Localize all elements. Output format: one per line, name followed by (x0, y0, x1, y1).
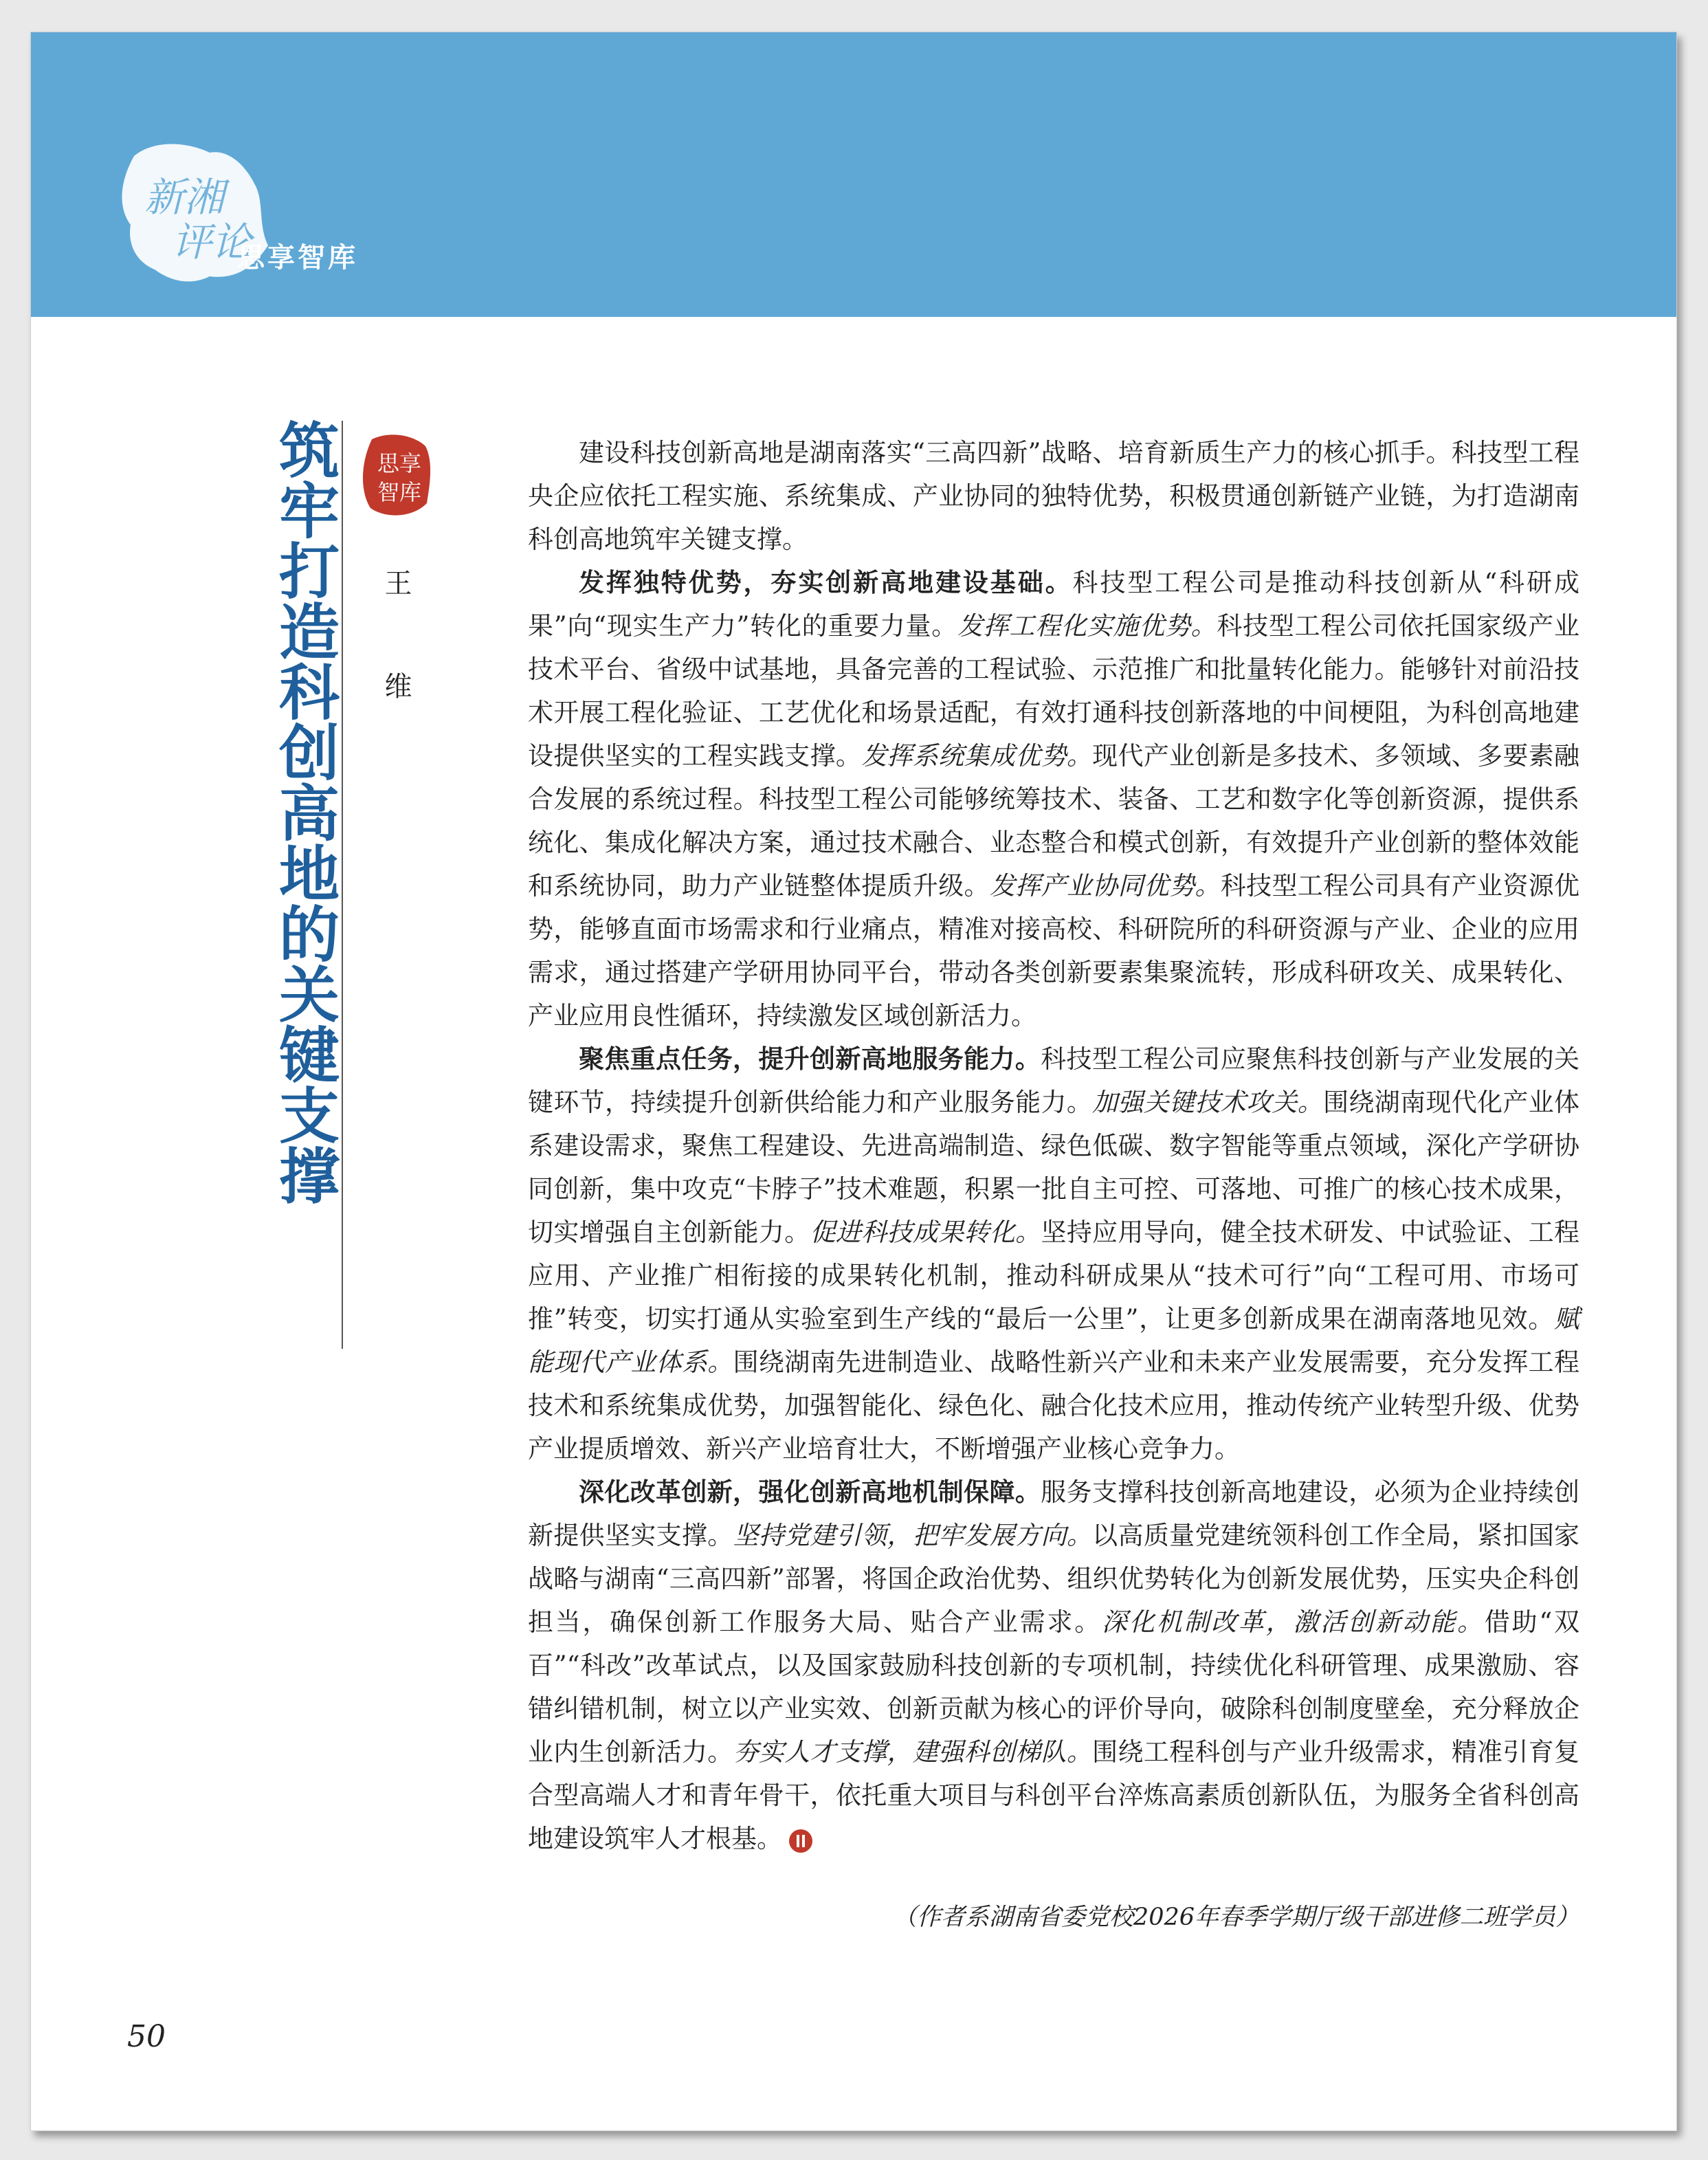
body-text: 借助“双百”“科改”改革试点，以及国家鼓励科技创新的专项机制，持续优化科研管理、成果激励、容错纠错机制，树立以产业实效、创新贡献为核心的评价导向，破除科创制度壁垒，充分释放企业内生创新活力。 (528, 1607, 1580, 1767)
article-paragraph (528, 431, 1579, 561)
body-text: 现代产业创新是多技术、多领域、多要素融合发展的系统过程。科技型工程公司能够统筹技术、装备、工艺和数字化等创新资源，提供系统化、集成化解决方案，通过技术融合、业态整合和模式创新，有效提升产业创新的整体效能和系统协同，助力产业链整体提质升级。 (528, 741, 1580, 901)
section-label: 思享智库 (237, 242, 358, 274)
header-band (31, 32, 1676, 317)
article-body (528, 431, 1579, 1860)
end-mark-icon (789, 1829, 812, 1853)
paragraph-lead: 发挥独特优势，夯实创新高地建设基础。 (579, 567, 1073, 597)
body-text: 服务支撑科技创新高地建设，必须为企业持续创新提供坚实支撑。 (528, 1477, 1580, 1550)
body-text: 围绕湖南先进制造业、战略性新兴产业和未来产业发展需要，充分发挥工程技术和系统集成优势，加强智能化、绿色化、融合化技术应用，推动传统产业转型升级、优势产业提质增效、新兴产业培育壮大，不断增强产业核心竞争力。 (528, 1347, 1580, 1464)
svg-text:新湘: 新湘 (144, 174, 225, 221)
author-note: （作者系湖南省委党校2026年春季学期厅级干部进修二班学员） (892, 1904, 1579, 1931)
body-text: 科技型工程公司依托国家级产业技术平台、省级中试基地，具备完善的工程试验、示范推广和批量转化能力。能够针对前沿技术开展工程化验证、工艺优化和场景适配，有效打通科技创新落地的中间梗阻，为科创高地建设提供坚实的工程实践支撑。 (528, 611, 1580, 771)
body-text: 科技型工程公司具有产业资源优势，能够直面市场需求和行业痛点，精准对接高校、科研院所的科研资源与产业、企业的应用需求，通过搭建产学研用协同平台，带动各类创新要素集聚流转，形成科研攻关、成果转化、产业应用良性循环，持续激发区域创新活力。 (528, 871, 1580, 1031)
magazine-page (30, 32, 1677, 2131)
body-text: 围绕工程科创与产业升级需求，精准引育复合型高端人才和青年骨干，依托重大项目与科创平台淬炼高素质创新队伍，为服务全省科创高地建设筑牢人才根基。 (528, 1737, 1580, 1853)
paragraph-lead: 深化改革创新，强化创新高地机制保障。 (579, 1477, 1041, 1507)
body-text: 以高质量党建统领科创工作全局，紧扣国家战略与湖南“三高四新”部署，将国企政治优势、组织优势转化为创新发展优势，压实央企科创担当，确保创新工作服务大局、贴合产业需求。 (528, 1521, 1580, 1637)
column-seal-icon (358, 431, 434, 520)
subheading-inline: 赋能现代产业体系。 (528, 1304, 1579, 1377)
subheading-inline: 发挥产业协同优势。 (989, 871, 1221, 901)
magazine-logo (107, 135, 416, 314)
article-paragraph (528, 1470, 1579, 1860)
subheading-inline: 发挥工程化实施优势。 (957, 611, 1217, 641)
subheading-inline: 发挥系统集成优势。 (861, 741, 1093, 771)
subheading-inline: 夯实人才支撑，建强科创梯队。 (733, 1737, 1093, 1767)
svg-text:评论: 评论 (172, 219, 252, 265)
article-paragraph (528, 561, 1579, 1037)
page-number: 50 (127, 2019, 166, 2054)
body-text: 围绕湖南现代化产业体系建设需求，聚焦工程建设、先进高端制造、绿色低碳、数字智能等重点领域，深化产学研协同创新，集中攻克“卡脖子”技术难题，积累一批自主可控、可落地、可推广的核心技术成果，切实增强自主创新能力。 (528, 1088, 1580, 1247)
body-text: 坚持应用导向，健全技术研发、中试验证、工程应用、产业推广相衔接的成果转化机制，推动科研成果从“技术可行”向“工程可用、市场可推”转变，切实打通从实验室到生产线的“最后一公里”，让更多创新成果在湖南落地见效。 (528, 1217, 1580, 1334)
body-text: 建设科技创新高地是湖南落实“三高四新”战略、培育新质生产力的核心抓手。科技型工程央企应依托工程实施、系统集成、产业协同的独特优势，积极贯通创新链产业链，为打造湖南科创高地筑牢关键支撑。 (528, 438, 1579, 554)
subheading-inline: 加强关键技术攻关。 (1092, 1088, 1324, 1117)
svg-text:智库: 智库 (377, 479, 422, 505)
subheading-inline: 深化机制改革，激活创新动能。 (1102, 1607, 1485, 1637)
subheading-inline: 坚持党建引领，把牢发展方向。 (733, 1521, 1093, 1550)
article-paragraph (528, 1037, 1579, 1470)
body-text: 科技型工程公司应聚焦科技创新与产业发展的关键环节，持续提升创新供给能力和产业服务能力。 (528, 1044, 1580, 1117)
title-divider (342, 421, 343, 1349)
article-title: 筑牢打造科创高地的关键支撑 (269, 419, 340, 1205)
author-name: 王 维 (380, 569, 412, 721)
subheading-inline: 促进科技成果转化。 (810, 1217, 1041, 1247)
body-text: 科技型工程公司是推动科技创新从“科研成果”向“现实生产力”转化的重要力量。 (528, 568, 1580, 641)
paragraph-lead: 聚焦重点任务，提升创新高地服务能力。 (579, 1044, 1041, 1074)
svg-text:思享: 思享 (377, 450, 422, 476)
